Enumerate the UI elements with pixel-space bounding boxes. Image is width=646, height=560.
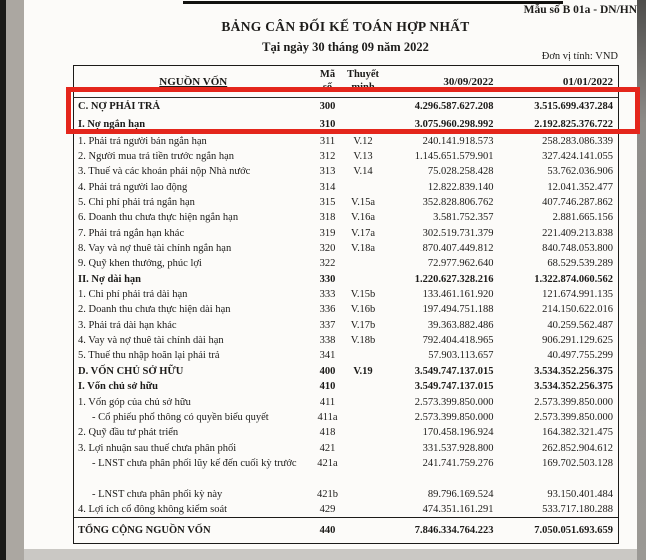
row-note-cell: V.17a — [350, 227, 375, 239]
row-code-cell: 333 — [319, 289, 336, 301]
currency-unit-label: Đơn vị tính: VND — [541, 51, 618, 62]
table-row — [74, 180, 619, 195]
row-value-opening-cell: 169.702.503.128 — [542, 457, 613, 469]
table-row — [74, 333, 619, 348]
row-note-cell: V.18b — [350, 335, 376, 347]
row-note-cell: V.14 — [353, 166, 373, 178]
table-header — [74, 66, 619, 98]
row-value-opening-cell: 2.573.399.850.000 — [534, 396, 613, 408]
row-value-current-cell: 197.494.751.188 — [422, 304, 494, 316]
row-value-opening-cell: 3.515.699.437.284 — [534, 101, 613, 113]
scan-edge-left-gray — [6, 0, 24, 560]
col-header-period-current: 30/09/2022 — [384, 66, 499, 98]
row-code-cell: 312 — [319, 151, 336, 162]
row-value-current-cell: 72.977.962.640 — [427, 258, 494, 270]
row-value-opening-cell: 906.291.129.625 — [542, 335, 613, 347]
row-label-cell: I. Vốn chủ sở hữu — [78, 381, 158, 393]
row-code-cell: 418 — [319, 427, 336, 439]
row-value-opening-cell: 214.150.622.016 — [542, 304, 613, 316]
row-label-cell: I. Nợ ngắn hạn — [74, 116, 313, 134]
table-row — [74, 502, 619, 517]
table-row — [74, 272, 619, 287]
table-row — [74, 210, 619, 225]
row-label-cell: 1. Phải trả người bán ngắn hạn — [78, 135, 207, 147]
row-code-cell: 314 — [319, 181, 336, 193]
row-value-opening-cell: 121.674.991.135 — [542, 289, 613, 301]
col-header-nguon-von: NGUỒN VỐN — [74, 66, 313, 98]
row-note-cell — [343, 471, 384, 486]
row-value-current-cell: 57.903.113.657 — [428, 350, 494, 362]
table-row — [74, 302, 619, 317]
row-value-opening-cell: 3.534.352.256.375 — [534, 365, 613, 377]
row-value-current-cell: 331.537.928.800 — [422, 442, 494, 454]
row-value-current-cell: 12.822.839.140 — [427, 181, 494, 193]
table-row — [74, 379, 619, 394]
table-row — [74, 425, 619, 440]
table-row — [74, 318, 619, 333]
row-note-cell: V.19 — [353, 365, 373, 377]
row-code-cell: 429 — [319, 503, 336, 515]
row-note-cell: V.15b — [350, 289, 376, 301]
row-note-cell — [343, 256, 384, 271]
table-row — [74, 195, 619, 210]
row-label-cell: 2. Người mua trả tiền trước ngắn hạn — [78, 151, 235, 162]
row-code-cell: 421a — [317, 457, 338, 469]
row-note-cell — [343, 486, 384, 501]
scan-edge-right — [637, 0, 646, 560]
row-note-cell: V.13 — [353, 151, 373, 162]
row-value-opening-cell — [499, 471, 619, 486]
row-label-cell: 7. Phải trả ngắn hạn khác — [78, 227, 185, 239]
row-value-current-cell: 792.404.418.965 — [422, 335, 494, 347]
row-value-current-cell: 133.461.161.920 — [422, 289, 494, 301]
row-note-cell — [343, 394, 384, 409]
row-code-cell: 311 — [319, 135, 336, 147]
row-value-opening-cell: 533.717.180.288 — [542, 503, 613, 515]
row-value-opening-cell: 7.050.051.693.659 — [499, 517, 619, 543]
table-row — [74, 486, 619, 501]
scan-edge-bottom — [24, 549, 637, 560]
row-value-current-cell: 352.828.806.762 — [422, 197, 494, 209]
report-date-subtitle: Tại ngày 30 tháng 09 năm 2022 — [262, 40, 429, 54]
row-note-cell: V.16a — [350, 212, 375, 224]
row-value-opening-cell: 221.409.213.838 — [542, 227, 613, 239]
row-value-current-cell: 4.296.587.627.208 — [414, 101, 494, 113]
row-value-opening-cell: 12.041.352.477 — [547, 181, 613, 193]
row-note-cell — [343, 517, 384, 543]
row-value-opening-cell: 53.762.036.906 — [547, 166, 613, 178]
row-label-cell: 1. Vốn góp của chủ sở hữu — [78, 396, 191, 408]
row-note-cell — [343, 98, 384, 116]
row-value-current-cell: 2.573.399.850.000 — [414, 411, 494, 423]
table-row — [74, 364, 619, 379]
row-value-opening-cell: 93.150.401.484 — [547, 488, 613, 500]
row-value-current-cell: 302.519.731.379 — [422, 227, 494, 239]
row-label-cell — [74, 471, 313, 486]
row-value-opening-cell: 327.424.141.055 — [542, 151, 613, 162]
table-row — [74, 440, 619, 455]
row-code-cell: 310 — [313, 116, 343, 134]
table-row — [74, 134, 619, 149]
row-value-current-cell: 3.549.747.137.015 — [414, 365, 494, 377]
row-code-cell: 300 — [319, 101, 336, 113]
row-note-cell — [343, 180, 384, 195]
row-value-opening-cell: 407.746.287.862 — [542, 197, 613, 209]
row-code-cell: 322 — [319, 258, 336, 270]
table-row — [74, 226, 619, 241]
row-value-current-cell — [384, 471, 499, 486]
row-value-current-cell: 89.796.169.524 — [427, 488, 494, 500]
report-title: BẢNG CÂN ĐỐI KẾ TOÁN HỢP NHẤT — [221, 19, 470, 34]
row-value-opening-cell: 68.529.539.289 — [547, 258, 613, 270]
balance-sheet-table — [73, 65, 619, 544]
row-value-current-cell: 240.141.918.573 — [422, 135, 494, 147]
row-code-cell: 315 — [319, 197, 336, 209]
row-value-current-cell: 170.458.196.924 — [422, 427, 494, 439]
row-note-cell: V.18a — [350, 243, 375, 255]
table-row — [74, 471, 619, 486]
row-value-opening-cell: 2.192.825.376.722 — [499, 116, 619, 134]
row-code-cell: 336 — [319, 304, 336, 316]
table-row — [74, 456, 619, 471]
row-label-cell: 9. Quỹ khen thưởng, phúc lợi — [78, 258, 202, 270]
row-code-cell: 411a — [317, 411, 338, 423]
table-row — [74, 98, 619, 116]
row-value-opening-cell: 2.573.399.850.000 — [534, 411, 613, 423]
row-note-cell — [343, 410, 384, 425]
table-row — [74, 164, 619, 179]
row-code-cell: 313 — [319, 166, 336, 178]
row-value-current-cell: 870.407.449.812 — [422, 243, 494, 255]
table-row — [74, 256, 619, 271]
row-label-cell: - LNST chưa phân phối lũy kế đến cuối kỳ trước — [92, 457, 297, 469]
row-code-cell — [313, 471, 343, 486]
row-code-cell: 318 — [319, 212, 336, 224]
row-value-current-cell: 39.363.882.486 — [427, 319, 494, 331]
row-label-cell: TỔNG CỘNG NGUỒN VỐN — [74, 517, 313, 543]
table-row — [74, 348, 619, 363]
row-code-cell: 421 — [319, 442, 336, 454]
row-value-current-cell: 2.573.399.850.000 — [414, 396, 494, 408]
row-note-cell — [343, 456, 384, 471]
table-row — [74, 241, 619, 256]
table-row — [74, 517, 619, 543]
row-label-cell: C. NỢ PHẢI TRẢ — [78, 101, 161, 113]
row-note-cell: V.15a — [350, 197, 375, 209]
row-note-cell — [343, 348, 384, 363]
row-note-cell — [343, 425, 384, 440]
row-note-cell — [343, 272, 384, 287]
col-header-thuyet-minh: Thuyết minh — [343, 66, 384, 98]
row-value-current-cell: 474.351.161.291 — [422, 503, 494, 515]
row-label-cell: 3. Lợi nhuận sau thuế chưa phân phối — [78, 442, 237, 454]
row-value-opening-cell: 840.748.053.800 — [542, 243, 613, 255]
row-code-cell: 410 — [319, 381, 336, 393]
row-label-cell: 5. Chi phí phải trả ngắn hạn — [78, 197, 195, 209]
table-row — [74, 287, 619, 302]
col-header-ma-so: Mã số — [313, 66, 343, 98]
row-value-current-cell: 3.075.960.298.992 — [384, 116, 499, 134]
row-value-opening-cell: 258.283.086.339 — [542, 135, 613, 147]
row-label-cell: 2. Quỹ đầu tư phát triển — [78, 427, 179, 439]
row-note-cell — [343, 440, 384, 455]
row-value-current-cell: 241.741.759.276 — [422, 457, 494, 469]
row-label-cell: 3. Thuế và các khoản phải nộp Nhà nước — [78, 166, 251, 178]
row-value-current-cell: 1.220.627.328.216 — [414, 273, 494, 285]
row-label-cell: - Cổ phiếu phổ thông có quyền biểu quyết — [92, 411, 269, 423]
table-row — [74, 410, 619, 425]
row-label-cell: 3. Phải trả dài hạn khác — [78, 319, 177, 331]
row-code-cell: 338 — [319, 335, 336, 347]
header-row — [74, 66, 619, 98]
row-label-cell: 6. Doanh thu chưa thực hiện ngắn hạn — [78, 212, 239, 224]
row-label-cell: - LNST chưa phân phối kỳ này — [92, 488, 223, 500]
row-code-cell: 411 — [319, 396, 336, 408]
row-note-cell — [343, 379, 384, 394]
row-note-cell: V.12 — [353, 135, 373, 147]
row-label-cell: 1. Chi phí phải trả dài hạn — [78, 289, 188, 301]
row-value-opening-cell: 40.497.755.299 — [547, 350, 613, 362]
row-value-current-cell: 3.549.747.137.015 — [414, 381, 494, 393]
row-code-cell: 400 — [319, 365, 336, 377]
row-value-opening-cell: 2.881.665.156 — [552, 212, 613, 224]
row-value-opening-cell: 262.852.904.612 — [542, 442, 613, 454]
row-label-cell: 8. Vay và nợ thuê tài chính ngắn hạn — [78, 243, 232, 255]
row-value-current-cell: 7.846.334.764.223 — [384, 517, 499, 543]
row-code-cell: 341 — [319, 350, 336, 362]
row-code-cell: 320 — [319, 243, 336, 255]
table-body — [74, 98, 619, 544]
col-header-period-opening: 01/01/2022 — [499, 66, 619, 98]
row-code-cell: 330 — [319, 273, 336, 285]
row-value-opening-cell: 3.534.352.256.375 — [534, 381, 613, 393]
row-note-cell: V.16b — [350, 304, 376, 316]
row-code-cell: 421b — [317, 488, 338, 500]
row-label-cell: 4. Lợi ích cổ đông không kiểm soát — [78, 503, 228, 515]
row-value-current-cell: 3.581.752.357 — [433, 212, 494, 224]
row-label-cell: 4. Phải trả người lao động — [78, 181, 188, 193]
table-row — [74, 149, 619, 164]
row-label-cell: 4. Vay và nợ thuê tài chính dài hạn — [78, 335, 224, 347]
row-code-cell: 337 — [319, 319, 336, 331]
table-row — [74, 394, 619, 409]
row-note-cell: V.17b — [350, 319, 376, 331]
row-label-cell: D. VỐN CHỦ SỞ HỮU — [78, 365, 184, 377]
row-label-cell: 5. Thuế thu nhập hoãn lại phải trả — [78, 350, 220, 362]
row-label-cell: 2. Doanh thu chưa thực hiện dài hạn — [78, 304, 231, 316]
row-label-cell: II. Nợ dài hạn — [78, 273, 142, 285]
row-code-cell: 319 — [319, 227, 336, 239]
row-value-opening-cell: 164.382.321.475 — [542, 427, 613, 439]
row-value-opening-cell: 40.259.562.487 — [547, 319, 613, 331]
form-number-label: Mẫu số B 01a - DN/HN — [523, 4, 637, 16]
row-value-opening-cell: 1.322.874.060.562 — [534, 273, 613, 285]
row-note-cell — [343, 502, 384, 517]
table-row — [74, 116, 619, 134]
row-code-cell: 440 — [313, 517, 343, 543]
row-note-cell — [343, 116, 384, 134]
row-value-current-cell: 75.028.258.428 — [427, 166, 494, 178]
row-value-current-cell: 1.145.651.579.901 — [414, 151, 494, 162]
